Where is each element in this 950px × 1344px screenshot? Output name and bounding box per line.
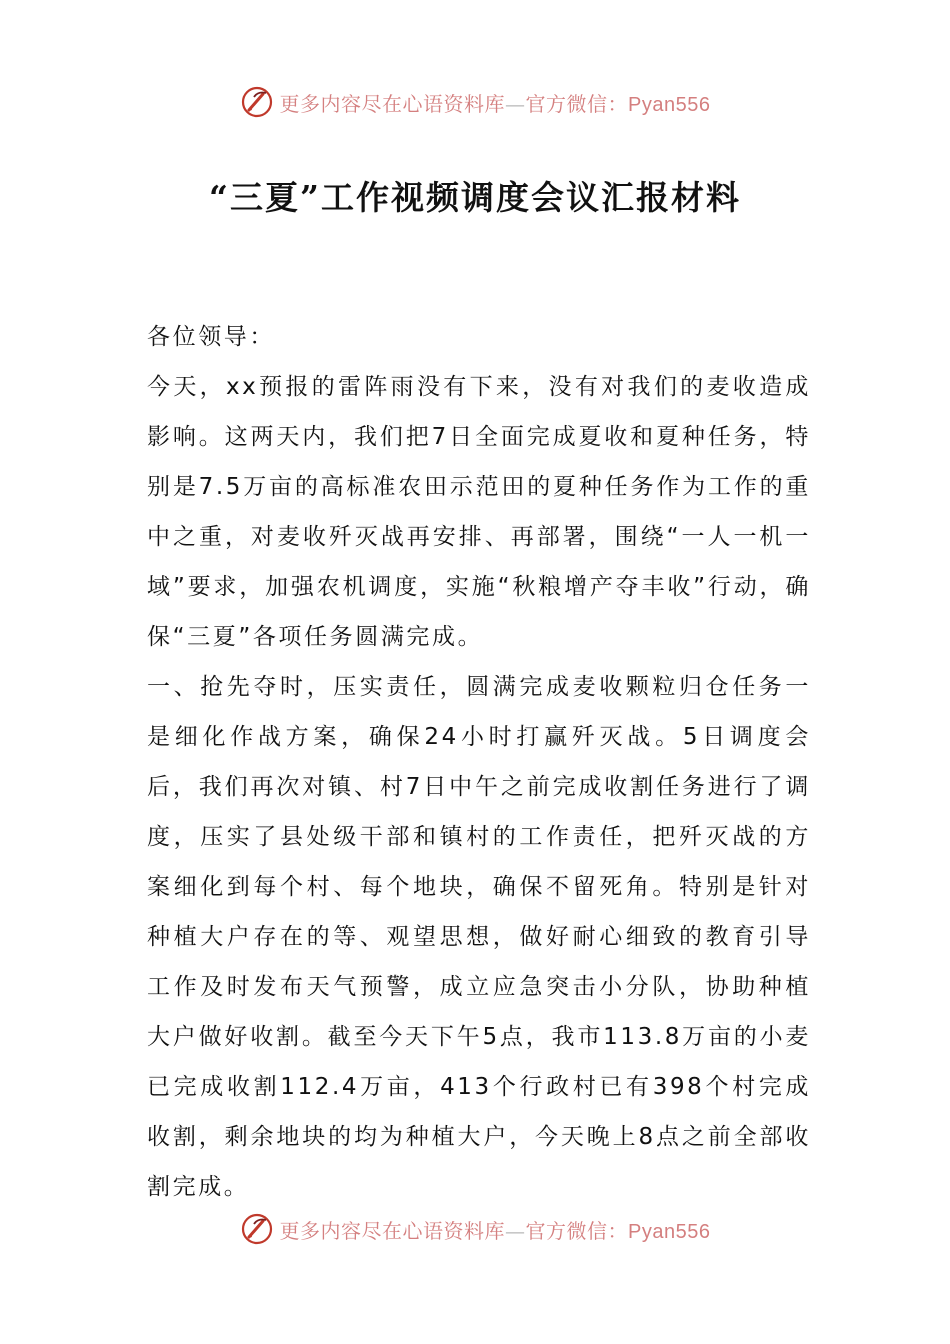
document-body — [147, 312, 811, 1212]
watermark-footer — [0, 1209, 950, 1249]
watermark-official: 官方微信： — [525, 91, 629, 116]
watermark-text — [280, 1215, 711, 1244]
watermark-wechat: Pyan556 — [628, 1220, 711, 1243]
watermark-brand: 更多内容尽在心语资料库 — [279, 91, 506, 116]
watermark-header — [0, 82, 950, 122]
watermark-wechat: Pyan556 — [628, 93, 711, 116]
watermark-text — [280, 88, 711, 117]
watermark-dash: — — [505, 91, 526, 116]
paragraph: 今天，xx预报的雷阵雨没有下来，没有对我们的麦收造成影响。这两天内，我们把7日全面完成夏收和夏种任务，特别是7.5万亩的高标准农田示范田的夏种任务作为工作的重中之重，对麦收歼灭战再安排、再部署，围绕“一人一机一域”要求，加强农机调度，实施“秋粮增产夺丰收”行动，确保“三夏”各项任务圆满完成。 — [147, 374, 811, 650]
salutation: 各位领导： — [147, 324, 275, 350]
paragraph: 一、抢先夺时，压实责任，圆满完成麦收颗粒归仓任务一是细化作战方案，确保24小时打赢歼灭战。5日调度会后，我们再次对镇、村7日中午之前完成收割任务进行了调度，压实了县处级干部和镇村的工作责任，把歼灭战的方案细化到每个村、每个地块，确保不留死角。特别是针对种植大户存在的等、观望思想，做好耐心细致的教育引导工作及时发布天气预警，成立应急突击小分队，协助种植大户做好收割。截至今天下午5点，我市113.8万亩的小麦已完成收割112.4万亩，413个行政村已有398个村完成收割，剩余地块的均为种植大户，今天晚上8点之前全部收割完成。 — [147, 674, 811, 1200]
pen-logo-icon — [240, 85, 274, 119]
pen-logo-icon — [240, 1212, 274, 1246]
watermark-dash: — — [505, 1218, 526, 1243]
watermark-official: 官方微信： — [525, 1218, 629, 1243]
document-title: “三夏”工作视频调度会议汇报材料 — [209, 178, 741, 217]
watermark-brand: 更多内容尽在心语资料库 — [279, 1218, 506, 1243]
